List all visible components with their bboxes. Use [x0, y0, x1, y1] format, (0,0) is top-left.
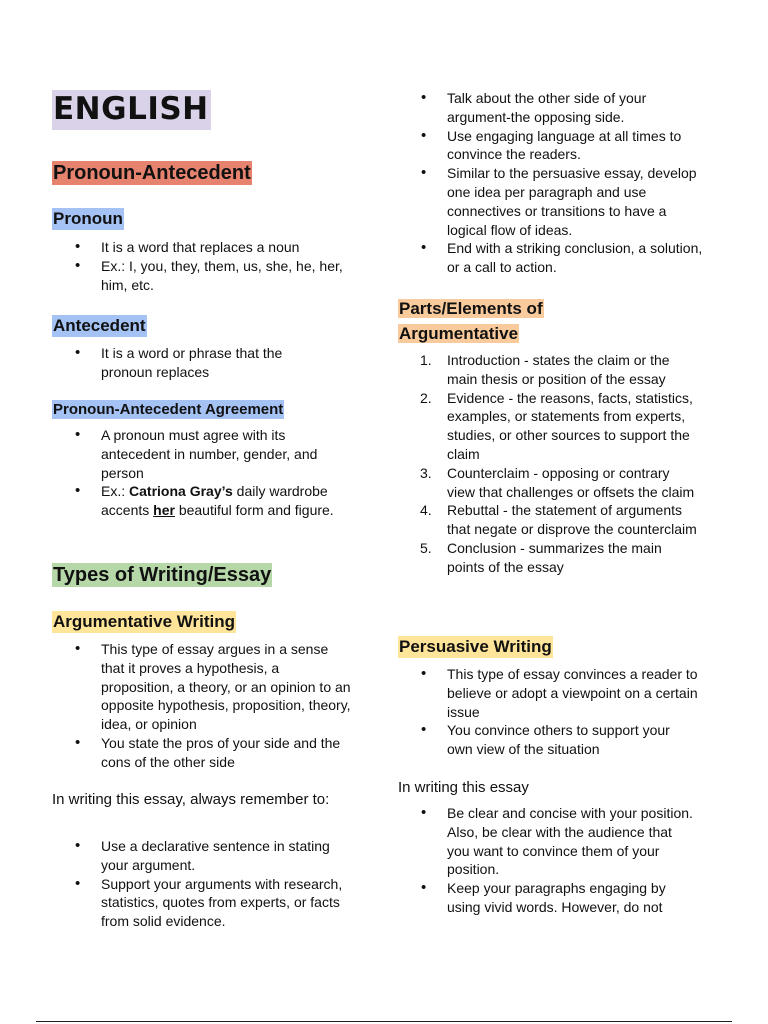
item-text: Counterclaim - opposing or contrary view that challenges or offsets the claim	[447, 464, 695, 500]
example-suffix: beautiful form and figure.	[174, 502, 334, 519]
item-text: Evidence - the reasons, facts, statistics, examples, or statements from experts, studies, or other sources to support the claim	[447, 389, 693, 462]
heading-line: Parts/Elements of	[399, 299, 543, 318]
list-item: • Ex.: I, you, they, them, us, she, he, her, him, etc.	[52, 257, 352, 295]
agreement-bullet-list	[52, 426, 352, 520]
list-item	[398, 539, 698, 577]
list-item: • Be clear and concise with your position. Also, be clear with the audience that you want to convince them of your position.	[398, 804, 698, 879]
remember-bullet-list	[52, 837, 357, 931]
list-item	[398, 351, 698, 389]
list-item: • It is a word that replaces a noun	[52, 238, 352, 257]
bottom-divider	[36, 1021, 732, 1022]
example-underlined-pronoun: her	[153, 502, 175, 519]
subheading-antecedent: Antecedent	[53, 316, 146, 335]
section-heading-types-of-writing: Types of Writing/Essay	[53, 564, 272, 586]
list-item: • Use engaging language at all times to convince the readers.	[398, 127, 703, 165]
item-number: 4.	[420, 502, 432, 519]
heading-line: Argumentative	[399, 324, 519, 343]
list-item	[52, 482, 352, 520]
list-item: • It is a word or phrase that the pronoun replaces	[52, 344, 322, 382]
list-item: • A pronoun must agree with its antecedent in number, gender, and person	[52, 426, 352, 482]
remember-paragraph: In writing this essay, always remember to:	[52, 791, 330, 808]
subheading-argumentative-writing: Argumentative Writing	[53, 612, 235, 631]
list-item: • Talk about the other side of your argument-the opposing side.	[398, 89, 703, 127]
list-item: • This type of essay argues in a sense that it proves a hypothesis, a proposition, a theory, or an opinion to an opposite hypothesis, proposition, theory, idea, or opinion	[52, 640, 352, 734]
item-number: 1.	[420, 352, 432, 368]
item-number: 5.	[420, 539, 432, 556]
in-writing-paragraph: In writing this essay	[398, 779, 529, 796]
list-item: • You convince others to support your own view of the situation	[398, 721, 698, 759]
parts-numbered-list	[398, 351, 698, 577]
list-item	[398, 464, 698, 502]
item-number: 2.	[420, 389, 432, 406]
page-title: ENGLISH	[52, 90, 211, 130]
list-item: • Similar to the persuasive essay, develop one idea per paragraph and use connectives or transitions to have a logical flow of ideas.	[398, 164, 703, 239]
list-item: • Keep your paragraphs engaging by using vivid words. However, do not	[398, 879, 698, 917]
example-middle: daily wardrobe accents	[101, 483, 328, 519]
item-number: 3.	[420, 464, 432, 481]
example-prefix: Ex.:	[101, 483, 130, 500]
persuasive-bullet-list	[398, 665, 698, 759]
list-item: • Support your arguments with research, statistics, quotes from experts, or facts from solid evidence.	[52, 875, 357, 931]
subheading-agreement: Pronoun-Antecedent Agreement	[53, 401, 284, 418]
list-item	[398, 389, 698, 464]
subheading-parts-of-argumentative	[398, 296, 568, 346]
argumentative-bullet-list	[52, 640, 352, 772]
subheading-pronoun: Pronoun	[53, 209, 123, 228]
list-item: • Use a declarative sentence in stating your argument.	[52, 837, 357, 875]
pronoun-bullet-list	[52, 238, 352, 294]
item-text: Conclusion - summarizes the main points of the essay	[447, 539, 662, 575]
item-text: Rebuttal - the statement of arguments that negate or disprove the counterclaim	[447, 502, 697, 538]
item-text: Introduction - states the claim or the main thesis or position of the essay	[447, 352, 670, 387]
section-heading-pronoun-antecedent: Pronoun-Antecedent	[53, 162, 251, 184]
list-item: • You state the pros of your side and the cons of the other side	[52, 734, 352, 772]
example-bold-name: Catriona Gray’s	[129, 483, 233, 500]
list-item: • End with a striking conclusion, a solution, or a call to action.	[398, 239, 703, 277]
in-writing-bullet-list	[398, 804, 698, 917]
subheading-persuasive-writing: Persuasive Writing	[399, 637, 552, 656]
antecedent-bullet-list	[52, 344, 322, 382]
list-item	[398, 501, 698, 539]
list-item: • This type of essay convinces a reader to believe or adopt a viewpoint on a certain issue	[398, 665, 698, 721]
argumentative-tips-bullet-list	[398, 89, 703, 277]
